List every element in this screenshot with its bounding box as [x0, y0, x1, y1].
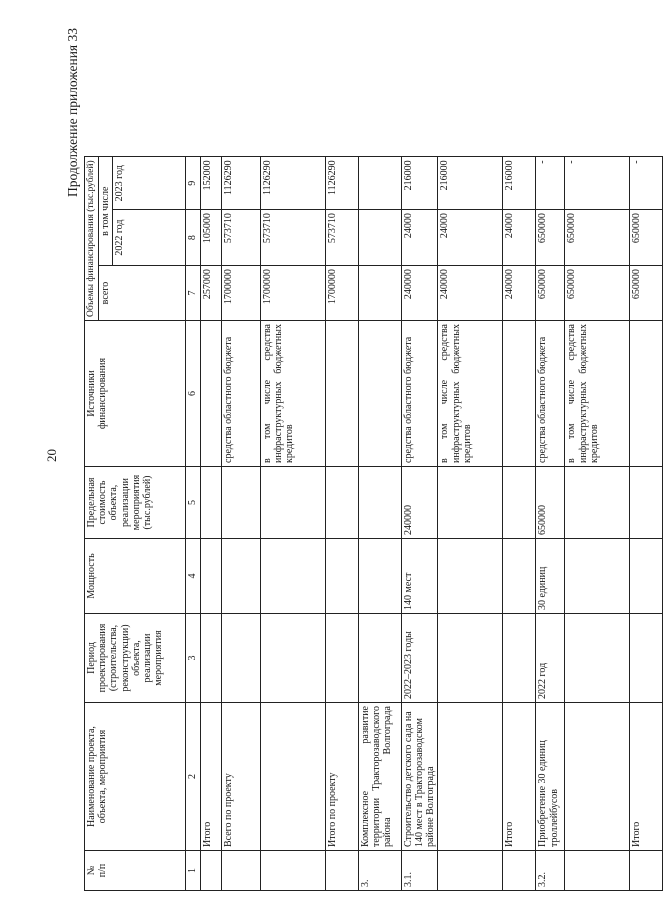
header-total: всего	[98, 266, 185, 321]
row-2022: 573710	[221, 210, 260, 266]
table-row	[260, 157, 325, 891]
row-2023: -	[565, 157, 630, 210]
table-row	[358, 157, 401, 891]
row-source: в том числе средства инфраструктурных бюджетных кредитов	[260, 321, 325, 467]
row-cost: 240000	[401, 467, 438, 539]
row-2022: 573710	[325, 210, 358, 266]
row-cost	[438, 467, 503, 539]
row-cost	[221, 467, 260, 539]
row-period	[325, 614, 358, 703]
continuation-title: Продолжение приложения 33	[65, 27, 80, 197]
row-source: средства областного бюджета	[401, 321, 438, 467]
row-total: 240000	[438, 266, 503, 321]
row-number	[221, 851, 260, 891]
row-source	[503, 321, 536, 467]
column-number: 4	[185, 539, 200, 614]
header-financing-group: Объемы финансирования (тыс.рублей)	[85, 157, 99, 321]
row-2022: 105000	[200, 210, 221, 266]
row-2023: 216000	[401, 157, 438, 210]
row-number	[200, 851, 221, 891]
row-total: 650000	[536, 266, 565, 321]
row-2022	[358, 210, 401, 266]
row-capacity	[260, 539, 325, 614]
row-capacity	[503, 539, 536, 614]
row-period	[358, 614, 401, 703]
row-name	[438, 703, 503, 851]
row-period	[438, 614, 503, 703]
row-capacity	[325, 539, 358, 614]
row-number	[260, 851, 325, 891]
row-2023: 152000	[200, 157, 221, 210]
row-cost	[260, 467, 325, 539]
row-cost	[503, 467, 536, 539]
header-row-top	[85, 157, 99, 891]
table-row	[221, 157, 260, 891]
row-2022: 650000	[565, 210, 630, 266]
column-number: 6	[185, 321, 200, 467]
row-number	[630, 851, 663, 891]
row-total: 240000	[503, 266, 536, 321]
row-name	[565, 703, 630, 851]
financing-table	[84, 156, 663, 891]
row-name: Приобретение 30 единиц троллейбусов	[536, 703, 565, 851]
row-number	[503, 851, 536, 891]
row-name: Комплексное развитие территории Тракторозаводского района Волгограда	[358, 703, 401, 851]
row-2023: -	[630, 157, 663, 210]
column-number: 1	[185, 851, 200, 891]
row-cost	[630, 467, 663, 539]
header-including-group: в том числе	[98, 157, 112, 266]
table-row	[325, 157, 358, 891]
row-source	[358, 321, 401, 467]
row-total: 1700000	[260, 266, 325, 321]
header-2023: 2023 год	[112, 157, 185, 210]
column-number: 7	[185, 266, 200, 321]
row-cost	[325, 467, 358, 539]
header-period: Период проектирования (строительства, реконструкции) объекта, реализации мероприятия	[85, 614, 186, 703]
row-cost	[200, 467, 221, 539]
header-cost: Предельная стоимость объекта, реализации мероприятия (тыс.рублей)	[85, 467, 186, 539]
row-name: Итого	[503, 703, 536, 851]
row-source	[200, 321, 221, 467]
row-source: средства областного бюджета	[536, 321, 565, 467]
row-source	[630, 321, 663, 467]
row-total: 650000	[565, 266, 630, 321]
row-name: Всего по проекту	[221, 703, 260, 851]
row-total	[358, 266, 401, 321]
table-row	[565, 157, 630, 891]
header-capacity: Мощность	[85, 539, 186, 614]
page-number: 20	[44, 449, 59, 462]
row-cost	[565, 467, 630, 539]
row-capacity: 140 мест	[401, 539, 438, 614]
table-body	[85, 157, 663, 891]
row-2022: 24000	[503, 210, 536, 266]
header-name: Наименование проекта, объекта, мероприятия	[85, 703, 186, 851]
row-source: в том числе средства инфраструктурных бюджетных кредитов	[438, 321, 503, 467]
row-name	[260, 703, 325, 851]
row-2023: 1126290	[325, 157, 358, 210]
row-cost	[358, 467, 401, 539]
row-number: 3.2.	[536, 851, 565, 891]
row-total: 1700000	[221, 266, 260, 321]
row-total: 1700000	[325, 266, 358, 321]
row-capacity	[565, 539, 630, 614]
row-2023: 216000	[503, 157, 536, 210]
column-number: 2	[185, 703, 200, 851]
table-row	[200, 157, 221, 891]
row-2022: 650000	[630, 210, 663, 266]
row-2023: -	[536, 157, 565, 210]
row-2023: 216000	[438, 157, 503, 210]
row-total: 257000	[200, 266, 221, 321]
row-period	[565, 614, 630, 703]
table-row	[503, 157, 536, 891]
row-number	[438, 851, 503, 891]
row-name: Итого	[200, 703, 221, 851]
row-source	[325, 321, 358, 467]
row-2023	[358, 157, 401, 210]
column-number: 3	[185, 614, 200, 703]
table-row	[438, 157, 503, 891]
row-source: в том числе средства инфраструктурных бюджетных кредитов	[565, 321, 630, 467]
row-capacity	[630, 539, 663, 614]
row-capacity	[221, 539, 260, 614]
row-period: 2022 год	[536, 614, 565, 703]
row-number: 3.	[358, 851, 401, 891]
row-2022: 24000	[401, 210, 438, 266]
row-name: Итого	[630, 703, 663, 851]
row-capacity	[358, 539, 401, 614]
row-total: 240000	[401, 266, 438, 321]
row-cost: 650000	[536, 467, 565, 539]
row-number	[565, 851, 630, 891]
header-source: Источники финансирования	[85, 321, 186, 467]
row-source: средства областного бюджета	[221, 321, 260, 467]
row-period	[221, 614, 260, 703]
column-number: 9	[185, 157, 200, 210]
row-2022: 573710	[260, 210, 325, 266]
header-number: № п/п	[85, 851, 186, 891]
row-number	[325, 851, 358, 891]
header-2022: 2022 год	[112, 210, 185, 266]
column-number: 8	[185, 210, 200, 266]
row-period	[630, 614, 663, 703]
row-name: Итого по проекту	[325, 703, 358, 851]
table-row	[630, 157, 663, 891]
table-row	[536, 157, 565, 891]
row-2023: 1126290	[260, 157, 325, 210]
row-2022: 24000	[438, 210, 503, 266]
row-period	[260, 614, 325, 703]
row-period	[200, 614, 221, 703]
row-capacity: 30 единиц	[536, 539, 565, 614]
row-number: 3.1.	[401, 851, 438, 891]
row-capacity	[200, 539, 221, 614]
row-period	[503, 614, 536, 703]
row-period: 2022–2023 годы	[401, 614, 438, 703]
column-numbers-row	[185, 157, 200, 891]
column-number: 5	[185, 467, 200, 539]
table-row	[401, 157, 438, 891]
row-2022: 650000	[536, 210, 565, 266]
row-name: Строительство детского сада на 140 мест в Тракторозаводском районе Волгограда	[401, 703, 438, 851]
row-total: 650000	[630, 266, 663, 321]
row-2023: 1126290	[221, 157, 260, 210]
row-capacity	[438, 539, 503, 614]
